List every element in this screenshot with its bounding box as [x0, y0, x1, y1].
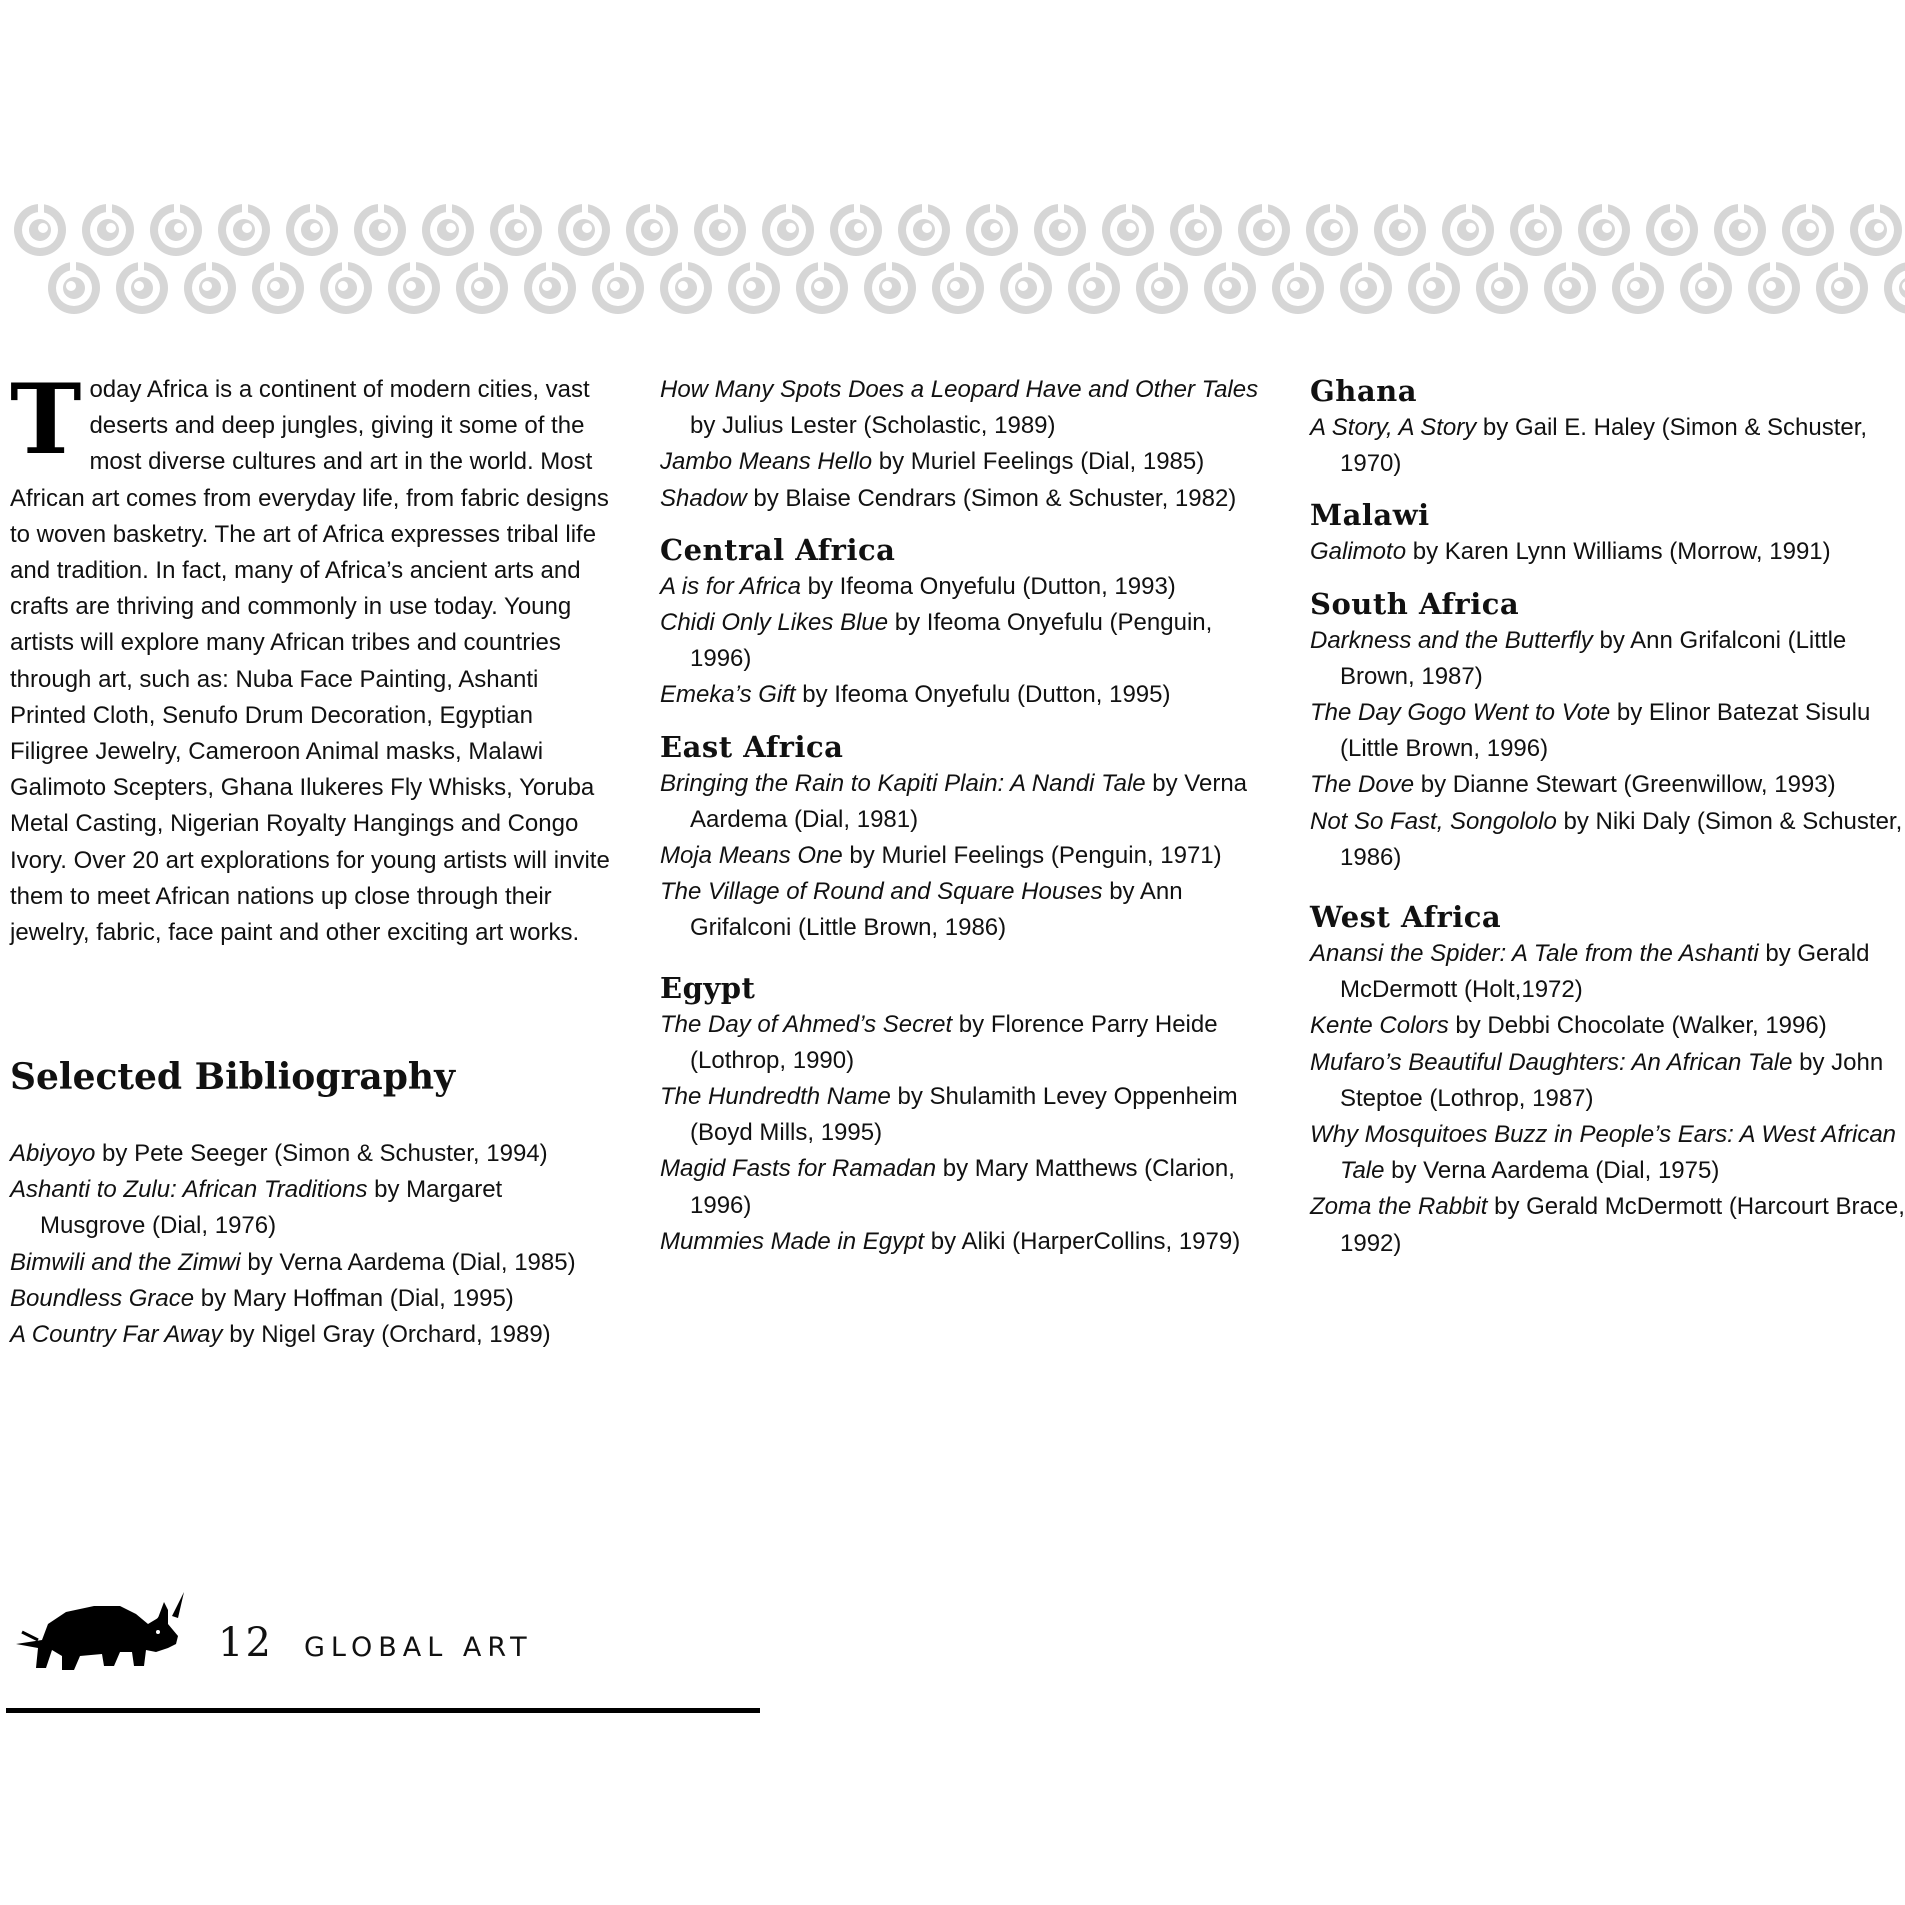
book-author-publisher: by Blaise Cendrars (Simon & Schuster, 1982)	[746, 484, 1237, 512]
intro-text: oday Africa is a continent of modern cities, vast deserts and deep jungles, giving it some of the most diverse cultures and art in the world. Most African art comes from everyday life, from fabric designs to woven basketry. The art of Africa expresses tribal life and tradition. In fact, many of Africa’s ancient arts and crafts are thriving and commonly in use today. Young artists will explore many African tribes and countries through art, such as: Nuba Face Painting, Ashanti Printed Cloth, Senufo Drum Decoration, Egyptian Filigree Jewelry, Cameroon Animal masks, Malawi Galimoto Scepters, Ghana Ilukeres Fly Whisks, Yoruba Metal Casting, Nigerian Royalty Hangings and Congo Ivory. Over 20 art explorations for young artists will invite them to meet African nations up close through their jewelry, fabric, face paint and other exciting art works.	[10, 376, 610, 947]
bibliography-entry	[10, 1317, 610, 1353]
book-author-publisher: by Gerald McDermott (Holt,1972)	[1340, 940, 1870, 1004]
swirl-motif	[1714, 204, 1767, 256]
book-title: The Hundredth Name	[660, 1083, 891, 1111]
swirl-motif	[626, 204, 679, 256]
swirl-motif	[558, 204, 611, 256]
book-author-publisher: by Nigel Gray (Orchard, 1989)	[222, 1321, 551, 1349]
section-heading: Ghana	[1310, 374, 1418, 408]
book-title: Bimwili and the Zimwi	[10, 1248, 241, 1276]
page-footer	[0, 1540, 770, 1720]
bibliography-entry	[660, 444, 1260, 480]
bibliography-entry	[1310, 1008, 1905, 1044]
footer-rule	[6, 1708, 760, 1713]
book-title: Chidi Only Likes Blue	[660, 609, 889, 637]
swirl-motif	[592, 262, 645, 314]
bibliography-entry	[660, 1224, 1260, 1260]
swirl-motif	[1782, 204, 1835, 256]
swirl-motif	[796, 262, 849, 314]
swirl-motif	[932, 262, 985, 314]
swirl-motif	[728, 262, 781, 314]
intro-paragraph	[10, 363, 610, 951]
section-heading: South Africa	[1310, 586, 1520, 621]
swirl-motif	[1170, 204, 1223, 256]
swirl-motif	[1306, 204, 1359, 256]
bibliography-section-east-africa	[660, 728, 1260, 947]
bibliography-entry	[1310, 1117, 1905, 1189]
swirl-motif	[966, 204, 1019, 256]
book-author-publisher: by Ifeoma Onyefulu (Dutton, 1993)	[800, 572, 1176, 600]
swirl-motif	[1340, 262, 1393, 314]
book-title: Mufaro’s Beautiful Daughters: An African Tale	[1310, 1048, 1793, 1076]
drop-cap: T	[10, 363, 80, 476]
bibliography-entry	[660, 677, 1260, 713]
book-title: Ashanti to Zulu: African Traditions	[10, 1176, 368, 1204]
book-author-publisher: by Gail E. Haley (Simon & Schuster, 1970)	[1340, 414, 1868, 478]
book-author-publisher: by Florence Parry Heide (Lothrop, 1990)	[690, 1010, 1218, 1074]
book-title: A is for Africa	[660, 572, 801, 600]
book-author-publisher: by Niki Daly (Simon & Schuster, 1986)	[1340, 807, 1903, 871]
book-author-publisher: by Dianne Stewart (Greenwillow, 1993)	[1414, 771, 1836, 799]
bibliography-entry	[1310, 767, 1905, 803]
book-author-publisher: by Muriel Feelings (Penguin, 1971)	[842, 842, 1222, 870]
book-author-publisher: by Gerald McDermott (Harcourt Brace, 1992)	[1340, 1193, 1905, 1257]
rhino-icon	[8, 1540, 188, 1680]
book-title: Emeka’s Gift	[660, 681, 796, 709]
swirl-motif	[1816, 262, 1869, 314]
swirl-motif	[1612, 262, 1665, 314]
swirl-motif	[1136, 262, 1189, 314]
swirl-motif	[1000, 262, 1053, 314]
book-author-publisher: by Mary Hoffman (Dial, 1995)	[194, 1284, 514, 1312]
book-author-publisher: by Verna Aardema (Dial, 1975)	[1384, 1157, 1720, 1185]
swirl-motif	[320, 262, 373, 314]
swirl-motif	[1680, 262, 1733, 314]
book-title: Zoma the Rabbit	[1310, 1193, 1488, 1221]
swirl-motif	[1748, 262, 1801, 314]
swirl-motif	[830, 204, 883, 256]
bibliography-entry	[1310, 1189, 1905, 1261]
book-author-publisher: by Mary Matthews (Clarion, 1996)	[690, 1155, 1235, 1219]
book-author-publisher: by Julius Lester (Scholastic, 1989)	[690, 412, 1056, 440]
book-title: Boundless Grace	[10, 1284, 195, 1312]
book-author-publisher: by John Steptoe (Lothrop, 1987)	[1340, 1048, 1884, 1112]
book-title: A Country Far Away	[10, 1321, 223, 1349]
book-title: Not So Fast, Songololo	[1310, 807, 1557, 835]
swirl-motif	[150, 204, 203, 256]
swirl-motif	[82, 204, 135, 256]
section-heading: Malawi	[1310, 498, 1430, 533]
swirl-border-decoration	[0, 188, 1905, 336]
book-title: Anansi the Spider: A Tale from the Ashanti	[1310, 940, 1759, 968]
book-author-publisher: by Muriel Feelings (Dial, 1985)	[872, 448, 1205, 476]
swirl-motif	[1374, 204, 1427, 256]
book-author-publisher: by Verna Aardema (Dial, 1981)	[690, 769, 1248, 833]
swirl-motif	[694, 204, 747, 256]
swirl-motif	[1102, 204, 1155, 256]
swirl-motif	[1544, 262, 1597, 314]
swirl-motif	[48, 262, 101, 314]
book-author-publisher: by Ifeoma Onyefulu (Penguin, 1996)	[690, 609, 1213, 673]
swirl-motif	[1034, 204, 1087, 256]
book-author-publisher: by Ifeoma Onyefulu (Dutton, 1995)	[795, 681, 1171, 709]
swirl-motif	[1646, 204, 1699, 256]
bibliography-entry	[660, 874, 1260, 946]
bibliography-section-ghana	[1310, 372, 1905, 482]
bibliography-entry	[1310, 410, 1905, 482]
swirl-motif	[252, 262, 305, 314]
bibliography-entry	[660, 1007, 1260, 1079]
bibliography-entry	[660, 766, 1260, 838]
book-title: GLOBAL ART	[304, 1632, 533, 1663]
swirl-motif	[524, 262, 577, 314]
swirl-motif	[1272, 262, 1325, 314]
bibliography-general-list	[10, 1136, 610, 1353]
book-title: The Village of Round and Square Houses	[660, 878, 1103, 906]
swirl-motif	[1408, 262, 1461, 314]
section-heading: East Africa	[660, 729, 844, 764]
swirl-motif	[1238, 204, 1291, 256]
bibliography-entry	[1310, 695, 1905, 767]
swirl-motif	[864, 262, 917, 314]
bibliography-entry	[1310, 623, 1905, 695]
bibliography-entry	[1310, 804, 1905, 876]
swirl-motif	[490, 204, 543, 256]
book-title: Bringing the Rain to Kapiti Plain: A Nandi Tale	[660, 769, 1146, 797]
book-title: Galimoto	[1310, 538, 1407, 566]
swirl-motif	[354, 204, 407, 256]
bibliography-section-malawi	[1310, 496, 1905, 570]
bibliography-section-egypt	[660, 969, 1260, 1260]
book-author-publisher: by Elinor Batezat Sisulu (Little Brown, 1996)	[1340, 699, 1871, 763]
swirl-motif	[762, 204, 815, 256]
book-author-publisher: by Ann Grifalconi (Little Brown, 1987)	[1340, 626, 1847, 690]
column-middle	[660, 372, 1260, 1274]
swirl-motif	[1204, 262, 1257, 314]
book-title: Moja Means One	[660, 842, 843, 870]
book-title: The Day of Ahmed’s Secret	[660, 1010, 953, 1038]
book-title: Darkness and the Butterfly	[1310, 626, 1593, 654]
book-title: How Many Spots Does a Leopard Have and Other Tales	[660, 376, 1259, 403]
bibliography-entry	[660, 838, 1260, 874]
swirl-motif	[1476, 262, 1529, 314]
swirl-motif	[184, 262, 237, 314]
bibliography-entry	[1310, 936, 1905, 1008]
swirl-motif	[388, 262, 441, 314]
swirl-motif	[286, 204, 339, 256]
book-title: Why Mosquitoes Buzz in People’s Ears: A West African Tale	[1310, 1121, 1897, 1185]
column-right	[1310, 372, 1905, 1276]
bibliography-entry	[10, 1281, 610, 1317]
swirl-motif	[1510, 204, 1563, 256]
book-title: Mummies Made in Egypt	[660, 1227, 925, 1255]
bibliography-entry	[660, 372, 1260, 444]
section-heading: Central Africa	[660, 532, 896, 567]
swirl-motif	[218, 204, 271, 256]
swirl-motif	[422, 204, 475, 256]
section-heading: Egypt	[660, 970, 756, 1005]
swirl-motif	[456, 262, 509, 314]
bibliography-entry	[10, 1172, 610, 1244]
book-title: Jambo Means Hello	[660, 448, 873, 476]
book-title: Kente Colors	[1310, 1012, 1449, 1040]
bibliography-entry	[660, 569, 1260, 605]
book-title: Magid Fasts for Ramadan	[660, 1155, 937, 1183]
bibliography-section-south-africa	[1310, 585, 1905, 876]
swirl-motif	[1442, 204, 1495, 256]
book-title: The Dove	[1310, 771, 1415, 799]
book-title: Abiyoyo	[10, 1140, 96, 1167]
section-heading: West Africa	[1310, 900, 1502, 935]
bibliography-entry	[10, 1136, 610, 1172]
bibliography-continued	[660, 372, 1260, 517]
swirl-motif	[1578, 204, 1631, 256]
swirl-motif	[1068, 262, 1121, 314]
swirl-motif	[898, 204, 951, 256]
page-number: 12	[218, 1620, 273, 1666]
column-left	[10, 363, 610, 951]
book-author-publisher: by Shulamith Levey Oppenheim (Boyd Mills, 1995)	[690, 1083, 1238, 1147]
book-author-publisher: by Debbi Chocolate (Walker, 1996)	[1448, 1012, 1827, 1040]
bibliography-entry	[660, 1151, 1260, 1223]
bibliography-entry	[1310, 534, 1905, 570]
book-title: A Story, A Story	[1310, 414, 1477, 441]
book-author-publisher: by Verna Aardema (Dial, 1985)	[240, 1248, 576, 1276]
bibliography-entry	[660, 605, 1260, 677]
book-author-publisher: by Karen Lynn Williams (Morrow, 1991)	[1406, 538, 1831, 566]
book-title: Shadow	[660, 484, 747, 512]
bibliography-title: Selected Bibliography	[10, 1056, 456, 1098]
bibliography-entry	[660, 1079, 1260, 1151]
swirl-motif	[1884, 262, 1905, 314]
bibliography-entry	[660, 481, 1260, 517]
swirl-motif	[660, 262, 713, 314]
bibliography-entry	[10, 1245, 610, 1281]
book-author-publisher: by Pete Seeger (Simon & Schuster, 1994)	[95, 1140, 548, 1167]
bibliography-section-central-africa	[660, 531, 1260, 714]
swirl-motif	[14, 204, 67, 256]
book-title: The Day Gogo Went to Vote	[1310, 699, 1611, 727]
swirl-motif	[1850, 204, 1903, 256]
book-author-publisher: by Ann Grifalconi (Little Brown, 1986)	[690, 878, 1183, 942]
bibliography-entry	[1310, 1045, 1905, 1117]
swirl-motif	[116, 262, 169, 314]
bibliography-section-west-africa	[1310, 898, 1905, 1262]
book-author-publisher: by Margaret Musgrove (Dial, 1976)	[40, 1176, 503, 1240]
book-author-publisher: by Aliki (HarperCollins, 1979)	[924, 1227, 1241, 1255]
